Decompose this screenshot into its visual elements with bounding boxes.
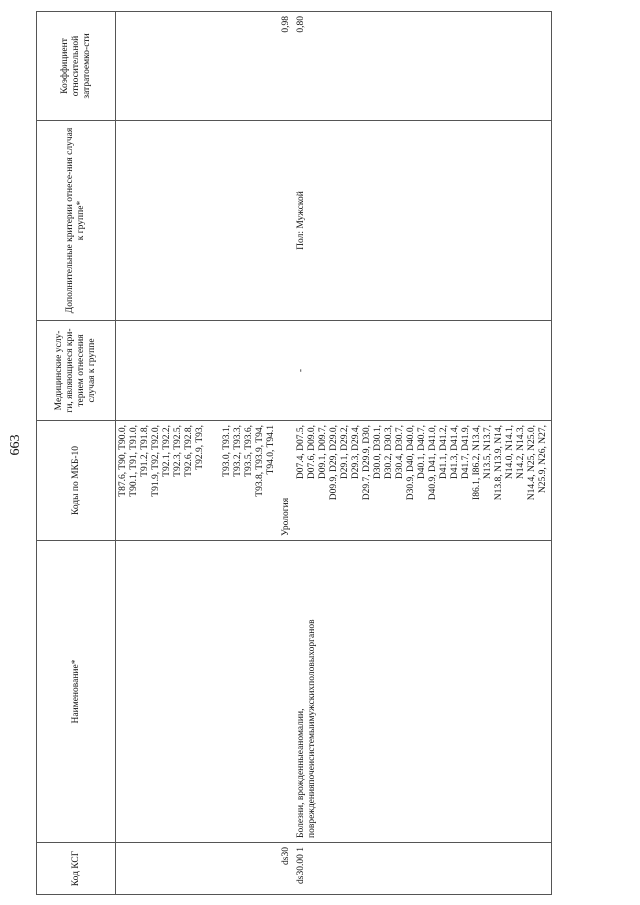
cell-code: ds30 — [279, 843, 294, 895]
cell-name — [116, 541, 209, 843]
cell-services: - — [294, 321, 552, 421]
ksg-table — [36, 11, 552, 895]
mkb-line: D41.7, D41.9, — [461, 425, 471, 480]
mkb-line: N25.9, N26, N27, — [538, 425, 548, 494]
mkb-line: D30.9, D40, D40.0, — [406, 425, 416, 501]
table-row — [294, 12, 552, 895]
name-line: поврежденияпочеисистемыимужскихполовыхорганов — [307, 619, 317, 838]
mkb-line: D30.4, D30.7, — [395, 425, 405, 480]
mkb-line: N14.2, N14.3, — [516, 425, 526, 480]
cell-code — [116, 843, 209, 895]
mkb-line: D30.2, D30.3, — [384, 425, 394, 480]
mkb-line: D29.7, D29.9, D30, — [362, 425, 372, 501]
spacer-row — [208, 12, 220, 895]
mkb-line: T92.3, T92.5, — [173, 425, 183, 477]
header-mkb: Коды по МКБ-10 — [37, 421, 116, 541]
table-row — [220, 12, 279, 895]
mkb-line: T91.9, T92, T92.0, — [151, 425, 161, 497]
mkb-line: T90.1, T91, T91.0, — [129, 425, 139, 497]
page-number: 663 — [8, 434, 23, 456]
mkb-line: D41.1, D41.2, — [439, 425, 449, 480]
table-row — [116, 12, 209, 895]
header-coef: Коэффициент относительной затратоемко-сти — [37, 12, 116, 121]
mkb-line: I86.1, I86.2, N13.4, — [472, 425, 482, 500]
cell-coef — [220, 12, 279, 121]
mkb-line: T93.0, T93.1, — [222, 425, 232, 477]
mkb-line: T94.0, T94.1 — [266, 425, 276, 475]
mkb-line: N14.4, N25, N25.0, — [527, 425, 537, 501]
table-row — [279, 12, 294, 895]
mkb-line: T92.6, T92.8, — [184, 425, 194, 477]
cell-mkb — [294, 421, 552, 541]
mkb-line: D07.6, D09.0, — [307, 425, 317, 480]
cell-code: ds30.00 1 — [294, 843, 552, 895]
cell-criteria — [220, 121, 279, 321]
mkb-line: D09.1, D09.7, — [318, 425, 328, 480]
name-line: Болезни, врожденныеаномалии, — [296, 708, 306, 838]
header-criteria: Дополнительные критерии отнесе-ния случая к группе* — [37, 121, 116, 321]
cell-name — [220, 541, 279, 843]
cell-name — [294, 541, 552, 843]
mkb-line: T92.9, T93, — [195, 425, 205, 470]
cell-services — [116, 321, 209, 421]
mkb-line: D07.4, D07.5, — [296, 425, 306, 480]
mkb-line: D41.3, D41.4, — [450, 425, 460, 480]
cell-coef — [116, 12, 209, 121]
cell-name — [279, 541, 294, 843]
table-header-row — [37, 12, 116, 895]
mkb-line: D40.1, D40.7, — [417, 425, 427, 480]
cell-criteria — [279, 121, 294, 321]
cell-coef: 0,80 — [294, 12, 552, 121]
mkb-line: T87.6, T90, T90.0, — [118, 425, 128, 497]
mkb-line: N14.0, N14.1, — [505, 425, 515, 480]
mkb-line: N13.8, N13.9, N14, — [494, 425, 504, 501]
cell-coef: 0,98 — [279, 12, 294, 121]
cell-mkb — [116, 421, 209, 541]
cell-mkb — [220, 421, 279, 541]
cell-mkb — [279, 421, 294, 541]
header-code: Код КСГ — [37, 843, 116, 895]
cell-services — [279, 321, 294, 421]
mkb-line: T93.8, T93.9, T94, — [255, 425, 265, 497]
mkb-line: D09.9, D29, D29.0, — [329, 425, 339, 501]
cell-criteria — [116, 121, 209, 321]
mkb-line: D29.1, D29.2, — [340, 425, 350, 480]
mkb-line: T93.2, T93.3, — [233, 425, 243, 477]
cell-code — [220, 843, 279, 895]
section-title: Урология — [281, 497, 291, 536]
mkb-line: D30.0, D30.1, — [373, 425, 383, 480]
mkb-line: T92.1, T92.2, — [162, 425, 172, 477]
cell-services — [220, 321, 279, 421]
mkb-line: N13.5, N13.7, — [483, 425, 493, 480]
mkb-line: D29.3, D29.4, — [351, 425, 361, 480]
cell-criteria: Пол: Мужской — [294, 121, 552, 321]
header-name: Наименование* — [37, 541, 116, 843]
mkb-line: T93.5, T93.6, — [244, 425, 254, 477]
mkb-line: D40.9, D41, D41.0, — [428, 425, 438, 501]
mkb-line: T91.2, T91.8, — [140, 425, 150, 477]
header-services: Медицинские услу-ги, являющиеся кри-терием отнесения случая к группе — [37, 321, 116, 421]
